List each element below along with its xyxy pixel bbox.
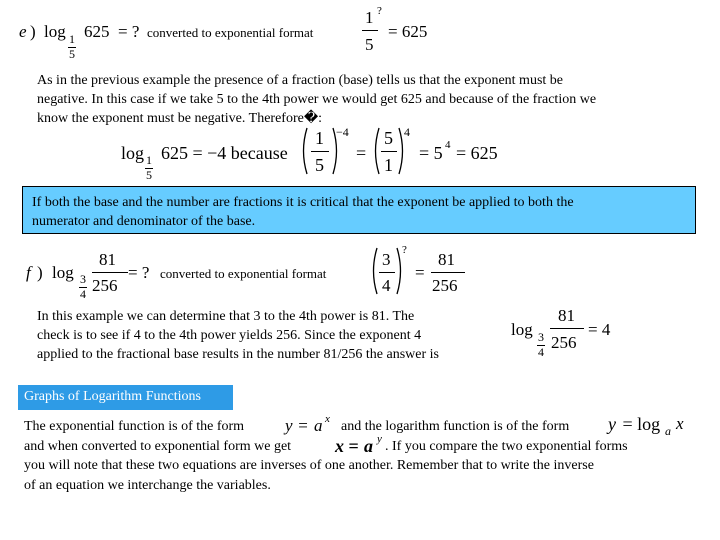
eq-log: log [121, 143, 145, 163]
example-f-rhs-frac-bar [431, 272, 465, 273]
example-e-label: e [19, 22, 27, 41]
example-f-arg-den: 256 [92, 276, 118, 295]
example-f-rhs-frac-den: 256 [432, 276, 458, 295]
example-e-equals-question: = ? [118, 22, 140, 41]
example-f-note: converted to exponential format [160, 266, 327, 281]
eq-tail-exp: 4 [445, 139, 451, 151]
answer-log: log [511, 320, 533, 339]
example-f-arg-num: 81 [99, 250, 116, 269]
exp-eq-mid: = [294, 416, 313, 435]
answer-arg-num: 81 [558, 306, 575, 325]
log-eq-log: = log [618, 414, 661, 434]
conv-eq-a: a [364, 436, 373, 456]
body-line3: you will note that these two equations are inverses of one another. Remember that to write the inverse [24, 458, 594, 473]
example-f-eq-sign: = [415, 263, 425, 282]
example-f-label: f [26, 263, 31, 282]
eq-frac2-num: 5 [384, 128, 393, 148]
answer-arg-bar [550, 328, 584, 329]
conv-eq-x: x [335, 436, 344, 456]
answer-base-den: 4 [538, 345, 544, 359]
body-line2-a: and when converted to exponential form we get [24, 439, 292, 454]
log-eq-a: a [665, 424, 671, 438]
example-f-rhs-den: 4 [382, 276, 391, 295]
example-f-base-num: 3 [80, 272, 86, 286]
eq-base-den: 5 [146, 168, 152, 182]
conv-eq-y: y [377, 433, 382, 445]
eq-frac1-den: 5 [315, 155, 324, 175]
example-e-rhs-den: 5 [365, 35, 374, 54]
example-e-rhs-num: 1 [365, 8, 374, 27]
example-e-argument: 625 [84, 22, 110, 41]
answer-base-num: 3 [538, 330, 544, 344]
example-f-rhs-bar [379, 272, 395, 273]
example-e-log: log [44, 22, 66, 41]
log-eq-y: y [608, 414, 616, 434]
exp-eq-x: x [325, 413, 330, 425]
example-f-base-den: 4 [80, 287, 86, 301]
eq-frac1-exp: −4 [336, 125, 349, 139]
note-line: numerator and denominator of the base. [32, 214, 256, 229]
eq-tail-b: = 625 [456, 143, 498, 163]
eq-frac1-num: 1 [315, 128, 324, 148]
example-f-explanation [37, 307, 439, 364]
eq-frac1-bar [311, 151, 329, 152]
exp-eq-a: a [314, 416, 323, 435]
exp-eq-y: y [285, 416, 293, 435]
eq-frac2-exp: 4 [404, 125, 410, 139]
example-f-paren: ) [37, 263, 43, 282]
example-f-rhs-exp: ? [402, 244, 407, 256]
eq-frac2-den: 1 [384, 155, 393, 175]
body-line1-a: The exponential function is of the form [24, 419, 245, 434]
eq-eq1: = [356, 143, 367, 163]
answer-arg-den: 256 [551, 333, 577, 352]
body-line1-b: and the logarithm function is of the form [341, 419, 570, 434]
explanation-line: check is to see if 4 to the 4th power yields 256. Since the exponent 4 [37, 328, 422, 343]
example-f-rhs-frac-num: 81 [438, 250, 455, 269]
eq-frac2-bar [381, 151, 397, 152]
example-e-rhs-exp: ? [377, 5, 382, 17]
answer-result: = 4 [588, 320, 611, 339]
highlight-note-box [22, 186, 696, 234]
eq-base-num: 1 [146, 153, 152, 167]
eq-lhs: 625 = −4 because [161, 143, 288, 163]
section-title: Graphs of Logarithm Functions [24, 389, 201, 404]
note-line: If both the base and the number are fractions it is critical that the exponent be applied to both the [32, 195, 574, 210]
explanation-line: As in the previous example the presence of a fraction (base) tells us that the exponent must be [37, 73, 563, 88]
section-title-box [18, 385, 233, 410]
explanation-line: negative. In this case if we take 5 to the 4th power we would get 625 and because of the fraction we [37, 92, 597, 107]
example-e-paren: ) [30, 22, 36, 41]
body-line2-b: . If you compare the two exponential forms [385, 439, 628, 454]
explanation-line: applied to the fractional base results in the number 81/256 the answer is [37, 347, 440, 362]
example-e-rhs-bar [362, 30, 378, 31]
example-f-equals-question: = ? [128, 263, 150, 282]
highlight-note-text [32, 193, 574, 231]
example-e-note: converted to exponential format [147, 25, 314, 40]
example-e-base-num: 1 [69, 32, 75, 46]
example-e-base-den: 5 [69, 47, 75, 61]
explanation-line: know the exponent must be negative. Therefore�: [37, 111, 323, 126]
eq-tail-a: = 5 [419, 143, 443, 163]
example-e-explanation [37, 71, 596, 128]
example-f-log: log [52, 263, 74, 282]
example-e-rhs-result: = 625 [388, 22, 428, 41]
conv-eq-mid: = [344, 436, 364, 456]
example-f-arg-bar [92, 272, 128, 273]
explanation-line: In this example we can determine that 3 to the 4th power is 81. The [37, 309, 415, 324]
log-eq-x: x [676, 414, 684, 433]
example-f-rhs-num: 3 [382, 250, 391, 269]
body-line4: of an equation we interchange the variables. [24, 478, 271, 493]
